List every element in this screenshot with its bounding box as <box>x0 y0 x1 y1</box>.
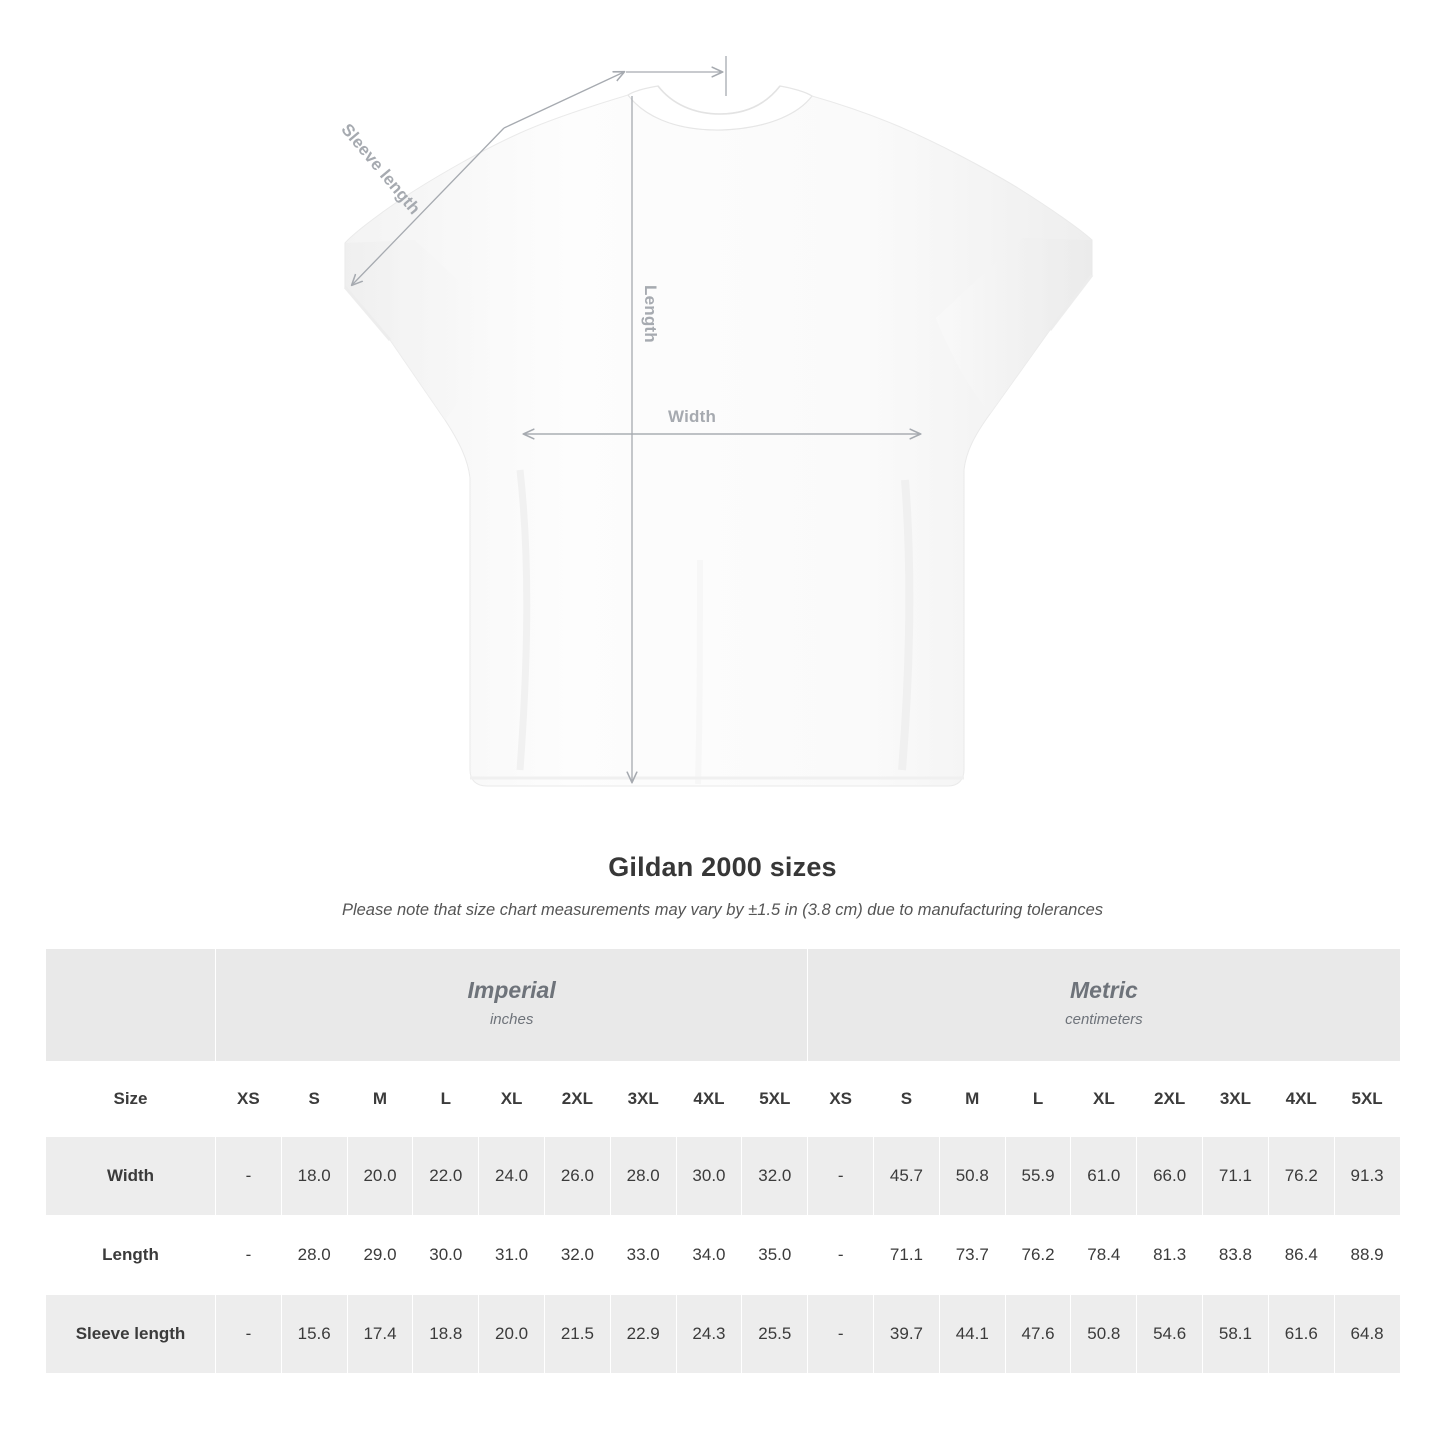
cell: 44.1 <box>939 1295 1005 1374</box>
cell: 21.5 <box>544 1295 610 1374</box>
page-title: Gildan 2000 sizes <box>608 852 837 882</box>
cell: 47.6 <box>1005 1295 1071 1374</box>
row-label-width: Width <box>46 1137 216 1216</box>
size-col-metric-s: S <box>874 1062 940 1137</box>
cell: 22.0 <box>413 1137 479 1216</box>
cell: 17.4 <box>347 1295 413 1374</box>
cell: 76.2 <box>1268 1137 1334 1216</box>
cell: 28.0 <box>610 1137 676 1216</box>
size-chart-table <box>45 948 1401 1374</box>
cell: 73.7 <box>939 1216 1005 1295</box>
size-col-imperial-2xl: 2XL <box>544 1062 610 1137</box>
cell: 61.0 <box>1071 1137 1137 1216</box>
cell: 61.6 <box>1268 1295 1334 1374</box>
title-block <box>0 852 1445 920</box>
size-col-imperial-3xl: 3XL <box>610 1062 676 1137</box>
size-col-imperial-xs: XS <box>216 1062 282 1137</box>
row-label-length: Length <box>46 1216 216 1295</box>
unit-header-imperial <box>216 949 808 1062</box>
length-label: Length <box>641 285 660 343</box>
size-col-metric-3xl: 3XL <box>1203 1062 1269 1137</box>
cell: 18.8 <box>413 1295 479 1374</box>
cell: 81.3 <box>1137 1216 1203 1295</box>
cell: 15.6 <box>281 1295 347 1374</box>
cell: 22.9 <box>610 1295 676 1374</box>
size-col-metric-xl: XL <box>1071 1062 1137 1137</box>
size-col-metric-m: M <box>939 1062 1005 1137</box>
table-row <box>46 1216 1401 1295</box>
cell: - <box>216 1137 282 1216</box>
size-col-metric-2xl: 2XL <box>1137 1062 1203 1137</box>
unit-header-blank <box>46 949 216 1062</box>
cell: 32.0 <box>742 1137 808 1216</box>
cell: 54.6 <box>1137 1295 1203 1374</box>
cell: 25.5 <box>742 1295 808 1374</box>
size-col-metric-4xl: 4XL <box>1268 1062 1334 1137</box>
cell: 31.0 <box>479 1216 545 1295</box>
cell: 18.0 <box>281 1137 347 1216</box>
size-col-metric-5xl: 5XL <box>1334 1062 1400 1137</box>
unit-header-metric <box>808 949 1400 1062</box>
tolerance-note: Please note that size chart measurements may vary by ±1.5 in (3.8 cm) due to manufacturing tolerances <box>341 901 1104 919</box>
cell: 28.0 <box>281 1216 347 1295</box>
size-col-metric-l: L <box>1005 1062 1071 1137</box>
cell: 24.0 <box>479 1137 545 1216</box>
size-col-imperial-xl: XL <box>479 1062 545 1137</box>
size-col-imperial-s: S <box>281 1062 347 1137</box>
cell: 83.8 <box>1203 1216 1269 1295</box>
cell: 35.0 <box>742 1216 808 1295</box>
cell: 55.9 <box>1005 1137 1071 1216</box>
sleeve-length-label: Sleeve length <box>337 120 425 219</box>
shirt-body <box>345 86 1092 786</box>
cell: 50.8 <box>939 1137 1005 1216</box>
cell: 29.0 <box>347 1216 413 1295</box>
cell: 76.2 <box>1005 1216 1071 1295</box>
cell: - <box>808 1216 874 1295</box>
size-col-imperial-5xl: 5XL <box>742 1062 808 1137</box>
cell: 64.8 <box>1334 1295 1400 1374</box>
cell: 71.1 <box>874 1216 940 1295</box>
size-col-imperial-4xl: 4XL <box>676 1062 742 1137</box>
cell: 78.4 <box>1071 1216 1137 1295</box>
cell: - <box>216 1216 282 1295</box>
table-row <box>46 1137 1401 1216</box>
unit-header-row <box>46 949 1401 1062</box>
cell: 91.3 <box>1334 1137 1400 1216</box>
imperial-system-label: Imperial <box>467 977 556 1004</box>
imperial-unit-label: inches <box>489 1011 534 1029</box>
cell: 71.1 <box>1203 1137 1269 1216</box>
cell: 45.7 <box>874 1137 940 1216</box>
width-label: Width <box>668 407 717 426</box>
size-header-row <box>46 1062 1401 1137</box>
metric-system-label: Metric <box>1070 977 1138 1004</box>
row-label-sleeve-length: Sleeve length <box>46 1295 216 1374</box>
cell: 20.0 <box>479 1295 545 1374</box>
cell: 88.9 <box>1334 1216 1400 1295</box>
cell: 24.3 <box>676 1295 742 1374</box>
size-chart-table-wrapper <box>45 948 1400 1374</box>
cell: 34.0 <box>676 1216 742 1295</box>
cell: 30.0 <box>413 1216 479 1295</box>
cell: 86.4 <box>1268 1216 1334 1295</box>
cell: - <box>216 1295 282 1374</box>
cell: 66.0 <box>1137 1137 1203 1216</box>
size-col-imperial-m: M <box>347 1062 413 1137</box>
cell: - <box>808 1295 874 1374</box>
size-col-metric-xs: XS <box>808 1062 874 1137</box>
cell: - <box>808 1137 874 1216</box>
size-row-header: Size <box>46 1062 216 1137</box>
table-row <box>46 1295 1401 1374</box>
cell: 50.8 <box>1071 1295 1137 1374</box>
cell: 30.0 <box>676 1137 742 1216</box>
cell: 39.7 <box>874 1295 940 1374</box>
cell: 33.0 <box>610 1216 676 1295</box>
cell: 20.0 <box>347 1137 413 1216</box>
cell: 58.1 <box>1203 1295 1269 1374</box>
cell: 32.0 <box>544 1216 610 1295</box>
size-col-imperial-l: L <box>413 1062 479 1137</box>
metric-unit-label: centimeters <box>1065 1011 1143 1029</box>
cell: 26.0 <box>544 1137 610 1216</box>
